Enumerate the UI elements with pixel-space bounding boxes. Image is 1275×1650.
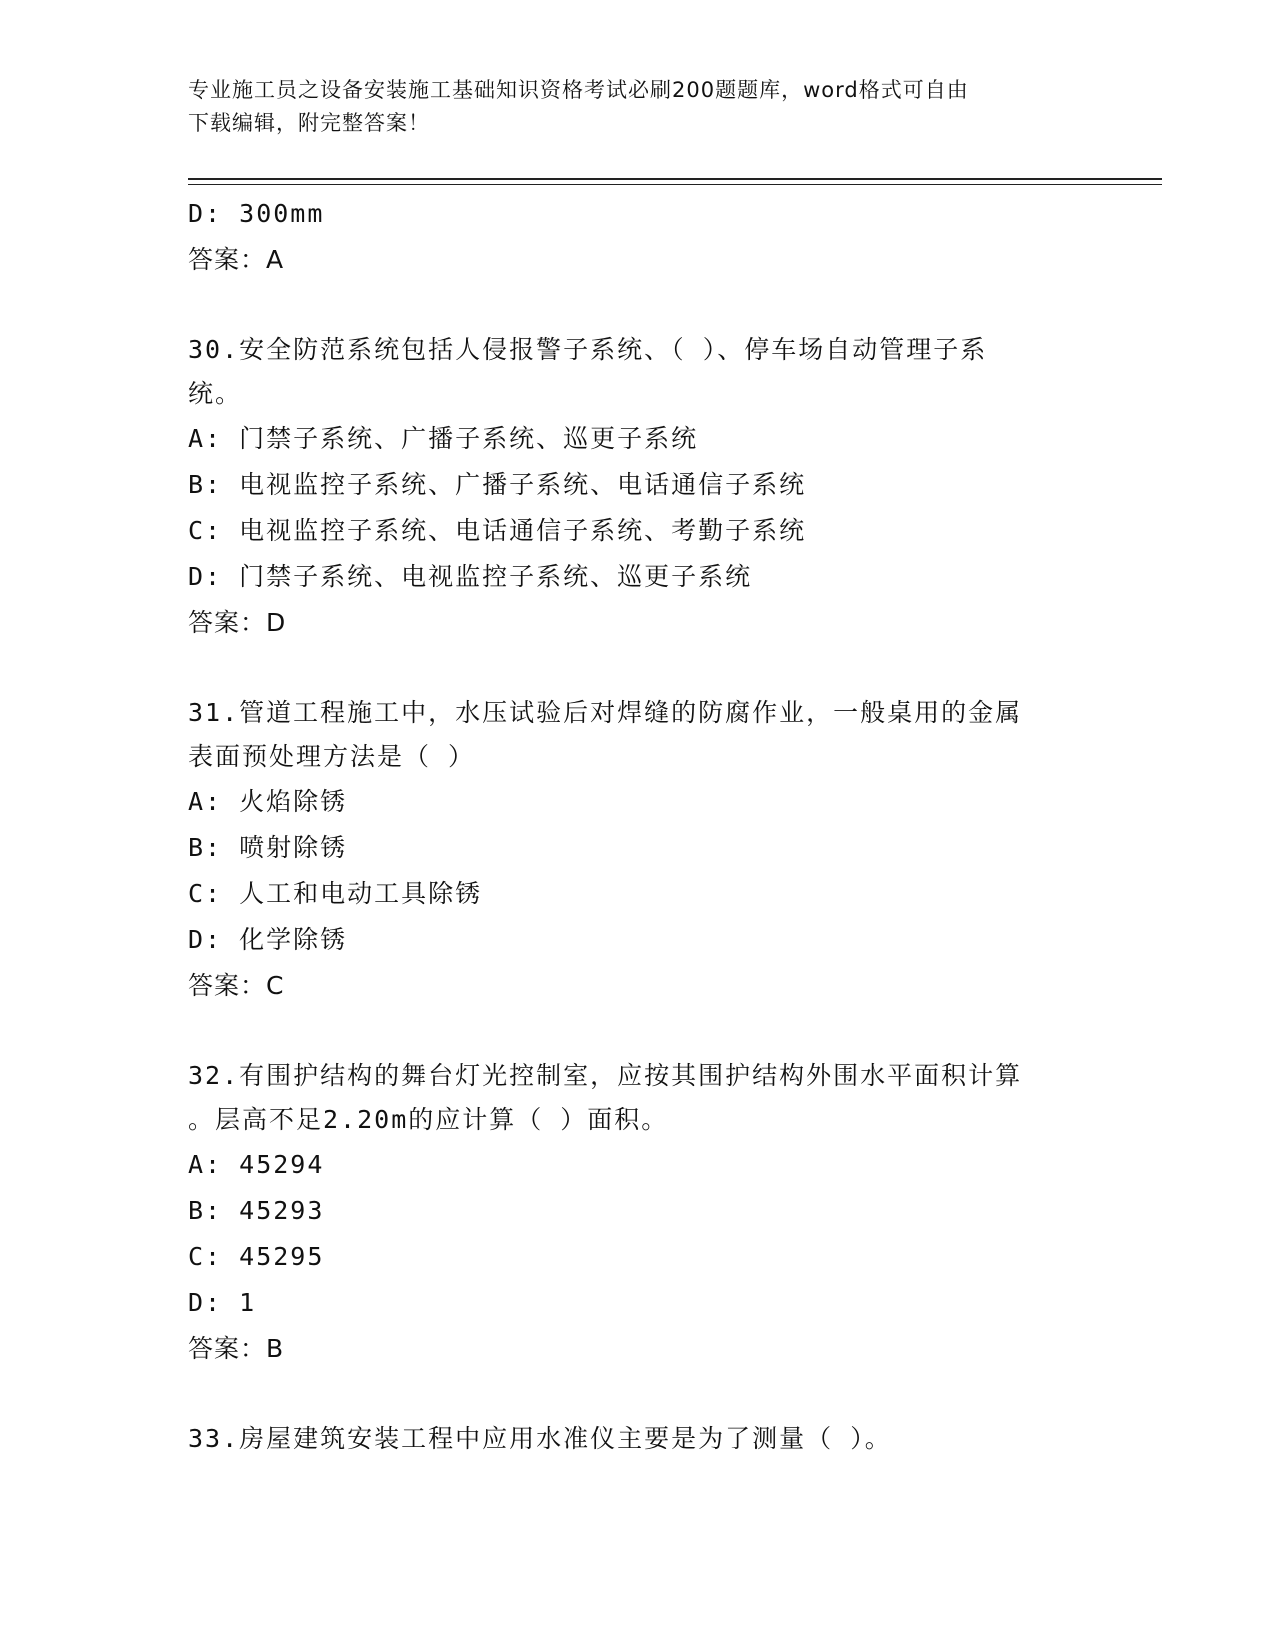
question-text-line-1: 30.安全防范系统包括人侵报警子系统、（ ）、停车场自动管理子系: [188, 335, 988, 364]
question-text-line-1: 33.房屋建筑安装工程中应用水准仪主要是为了测量（ ）。: [188, 1424, 892, 1453]
option-b: B: 电视监控子系统、广播子系统、电话通信子系统: [188, 470, 807, 499]
header-divider-thick: [188, 178, 1162, 180]
option-d: D: 门禁子系统、电视监控子系统、巡更子系统: [188, 562, 753, 591]
option-a: A: 门禁子系统、广播子系统、巡更子系统: [188, 424, 699, 453]
question-list: [188, 191, 1088, 1461]
header-line-2: 下载编辑，附完整答案！: [188, 111, 430, 135]
option-b: B: 45293: [188, 1196, 325, 1225]
question-31: [188, 691, 1088, 1009]
answer: 答案：D: [188, 608, 287, 637]
option-a: A: 45294: [188, 1150, 325, 1179]
option-d: D: 1: [188, 1288, 257, 1317]
prev-answer: 答案：A: [188, 245, 285, 274]
option-c: C: 45295: [188, 1242, 325, 1271]
question-text-line-2: 统。: [188, 379, 243, 408]
answer: 答案：B: [188, 1334, 285, 1363]
prev-option-d: D: 300mm: [188, 199, 325, 228]
question-33: [188, 1417, 1088, 1461]
question-32: [188, 1054, 1088, 1372]
question-text-line-1: 32.有围护结构的舞台灯光控制室，应按其围护结构外围水平面积计算: [188, 1061, 1023, 1090]
question-text-line-1: 31.管道工程施工中，水压试验后对焊缝的防腐作业，一般桌用的金属: [188, 698, 1023, 727]
answer: 答案：C: [188, 971, 285, 1000]
header-divider-thin: [188, 184, 1162, 185]
question-text-line-2: 。层高不足2.20m的应计算（ ）面积。: [188, 1105, 669, 1134]
question-text-line-2: 表面预处理方法是（ ）: [188, 742, 476, 771]
option-a: A: 火焰除锈: [188, 787, 348, 816]
option-d: D: 化学除锈: [188, 925, 348, 954]
option-c: C: 人工和电动工具除锈: [188, 879, 483, 908]
document-header: [188, 74, 1088, 140]
option-c: C: 电视监控子系统、电话通信子系统、考勤子系统: [188, 516, 807, 545]
option-b: B: 喷射除锈: [188, 833, 348, 862]
header-line-1: 专业施工员之设备安装施工基础知识资格考试必刷200题题库，word格式可自由: [188, 78, 969, 102]
question-30: [188, 328, 1088, 646]
